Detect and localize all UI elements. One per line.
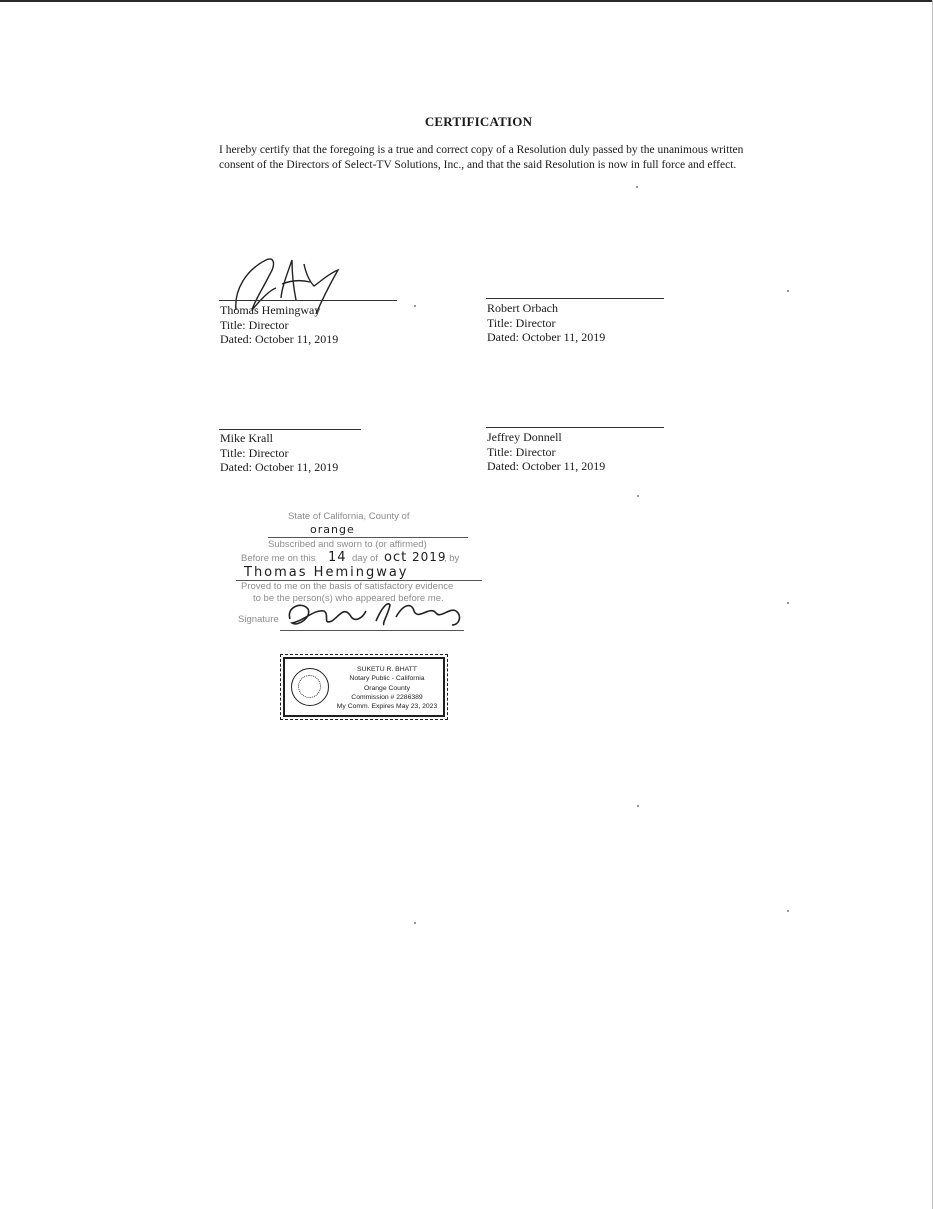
signatory-block-krall bbox=[220, 431, 338, 475]
california-seal-icon bbox=[291, 668, 329, 706]
notary-title: Notary Public - California bbox=[349, 675, 425, 683]
scan-speck bbox=[787, 290, 789, 292]
signatory-date: Dated: October 11, 2019 bbox=[487, 459, 606, 473]
notary-stamp bbox=[283, 657, 445, 717]
notary-stamp-text bbox=[331, 665, 443, 711]
signatory-date: Dated: October 11, 2019 bbox=[220, 332, 339, 346]
notary-jurat bbox=[236, 509, 486, 637]
signatory-block-hemingway bbox=[220, 303, 338, 347]
scan-speck bbox=[787, 910, 789, 912]
scan-speck bbox=[636, 186, 638, 188]
signatory-name: Thomas Hemingway bbox=[220, 303, 321, 317]
jurat-affiant: Thomas Hemingway bbox=[244, 565, 409, 580]
scan-speck bbox=[637, 495, 639, 497]
jurat-county-underline bbox=[268, 537, 468, 538]
scan-speck bbox=[414, 305, 416, 307]
notary-name: SUKETU R. BHATT bbox=[357, 666, 417, 673]
jurat-before-prefix: Before me on this bbox=[241, 553, 316, 564]
signatory-date: Dated: October 11, 2019 bbox=[487, 330, 606, 344]
scan-speck bbox=[414, 922, 416, 924]
certification-paragraph: I hereby certify that the foregoing is a true and correct copy of a Resolution duly passed by the unanimous written consent of the Directors of Select-TV Solutions, Inc., and that the said Resolution is now in full force and effect. bbox=[219, 144, 744, 171]
signatory-block-orbach bbox=[487, 301, 605, 345]
signatory-title: Title: Director bbox=[487, 315, 556, 330]
notary-signature bbox=[284, 597, 468, 631]
jurat-by: , by bbox=[444, 553, 460, 564]
signatory-date: Dated: October 11, 2019 bbox=[220, 460, 339, 474]
jurat-signature-label: Signature bbox=[238, 614, 279, 625]
scan-top-edge bbox=[0, 0, 933, 2]
jurat-day-of: day of bbox=[352, 553, 378, 564]
signatory-name: Jeffrey Donnell bbox=[487, 430, 562, 444]
document-title: CERTIFICATION bbox=[424, 114, 533, 129]
jurat-subscribed-line: Subscribed and sworn to (or affirmed) bbox=[268, 539, 427, 550]
signatory-block-donnell bbox=[487, 430, 605, 474]
notary-expiry: My Comm. Expires May 23, 2023 bbox=[336, 703, 438, 711]
scan-speck bbox=[787, 602, 789, 604]
signature-line-hemingway bbox=[219, 300, 397, 301]
jurat-month: oct bbox=[384, 550, 408, 565]
signature-line-krall bbox=[219, 429, 361, 430]
signatory-title: Title: Director bbox=[487, 444, 556, 459]
signature-line-orbach bbox=[486, 298, 664, 299]
scan-speck bbox=[637, 805, 639, 807]
notary-county: Orange County bbox=[363, 684, 411, 692]
signatory-name: Mike Krall bbox=[220, 431, 273, 445]
signatory-title: Title: Director bbox=[220, 445, 289, 460]
jurat-signature-underline bbox=[280, 630, 464, 631]
signature-line-donnell bbox=[486, 427, 664, 428]
jurat-county: orange bbox=[310, 523, 355, 536]
notary-commission: Commission # 2286389 bbox=[351, 693, 423, 701]
jurat-proved-line-1: Proved to me on the basis of satisfactory evidence bbox=[241, 581, 454, 592]
signatory-title: Title: Director bbox=[220, 317, 289, 332]
signatory-name: Robert Orbach bbox=[487, 301, 558, 315]
jurat-year: 2019 bbox=[412, 550, 447, 564]
jurat-day: 14 bbox=[328, 550, 347, 565]
jurat-state-line: State of California, County of bbox=[288, 511, 410, 522]
jurat-proved-line-2: to be the person(s) who appeared before me. bbox=[253, 593, 444, 604]
